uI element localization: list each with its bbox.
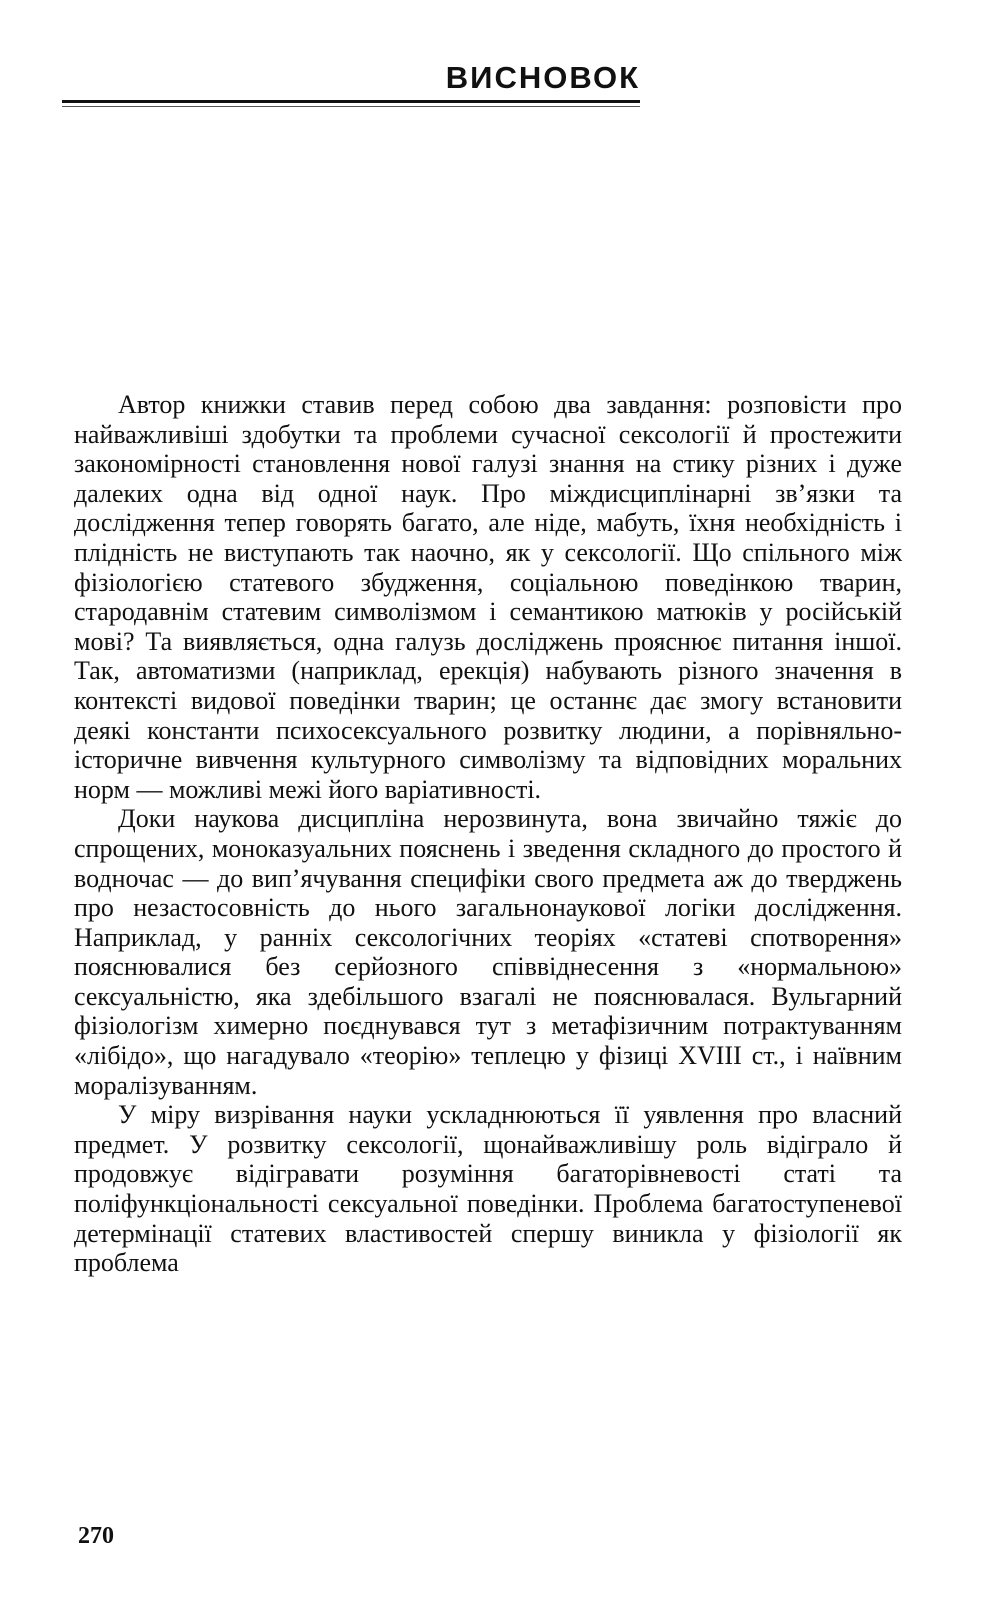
page-number: 270: [78, 1523, 114, 1549]
title-rule-secondary: [62, 106, 640, 107]
body-text: [74, 390, 902, 1278]
paragraph-2: Доки наукова дисципліна нерозвинута, вона звичайно тяжіє до спрощених, моноказуальних пояснень і зведення складного до простого й водночас — до вип’ячування специфіки свого предмета аж до тверджень про незастосовність до нього загальнонаукової логіки дослідження. Наприклад, у ранніх сексологічних теоріях «статеві спотворення» пояснювалися без серйозного співвіднесення з «нормальною» сексуальністю, яка здебільшого взагалі не пояснювалася. Вульгарний фізіологізм химерно поєднувався тут з метафізичним потрактуванням «лібідо», що нагадувало «теорію» теплецю у фізиці XVIII ст., і наївним моралізуванням.: [74, 804, 902, 1100]
chapter-title: ВИСНОВОК: [445, 60, 640, 95]
paragraph-1: Автор книжки ставив перед собою два завдання: розповісти про найважливіші здобутки та проблеми сучасної сексології й простежити закономірності становлення нової галузі знання на стику різних і дуже далеких одна від одної наук. Про міждисциплінарні зв’язки та дослідження тепер говорять багато, але ніде, мабуть, їхня необхідність і плідність не виступають так наочно, як у сексології. Що спільного між фізіологією статевого збудження, соціальною поведінкою тварин, стародавнім статевим символізмом і семантикою матюків у російській мові? Та виявляється, одна галузь досліджень прояснює питання іншої. Так, автоматизми (наприклад, ерекція) набувають різного значення в контексті видової поведінки тварин; це останнє дає змогу встановити деякі константи психосексуального розвитку людини, а порівняльно-історичне вивчення культурного символізму та відповідних моральних норм — можливі межі його варіативності.: [74, 390, 902, 804]
title-rule: [62, 100, 640, 103]
chapter-header: [62, 58, 640, 108]
paragraph-3: У міру визрівання науки ускладнюються її уявлення про власний предмет. У розвитку сексології, щонайважливішу роль відіграло й продовжує відігравати розуміння багаторівневості статі та поліфункціональності сексуальної поведінки. Проблема багатоступеневої детермінації статевих властивостей спершу виникла у фізіології як проблема: [74, 1100, 902, 1278]
